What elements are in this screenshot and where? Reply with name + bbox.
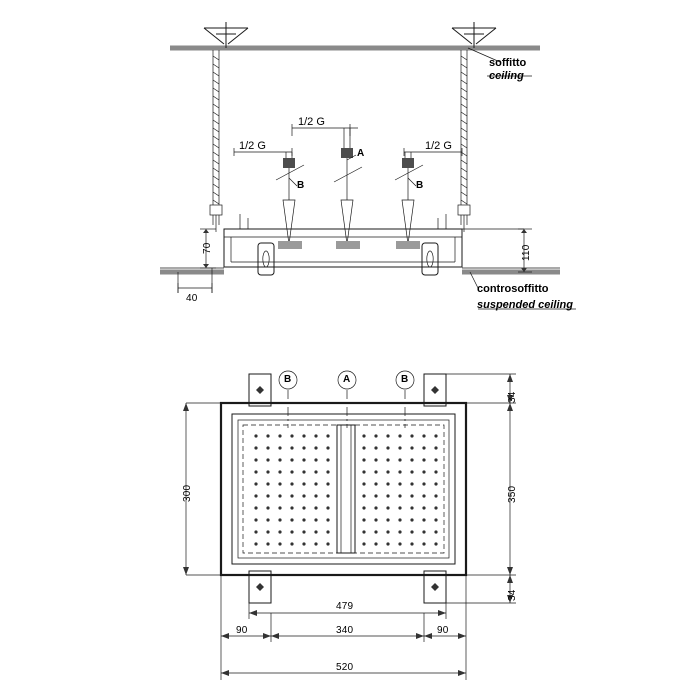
mounting-clip-right	[422, 243, 438, 275]
label-marker-a: A	[357, 148, 365, 159]
dim-label-34-top: 34	[507, 391, 518, 403]
spray-zone-outline	[243, 425, 444, 553]
label-ceiling-it: soffitto	[489, 57, 527, 69]
outlet-boss-right	[396, 241, 420, 249]
dim-label-90-left: 90	[236, 625, 248, 636]
label-marker-b-right: B	[416, 180, 424, 191]
anchor-right	[452, 22, 496, 48]
bracket-top-left	[249, 374, 271, 406]
supply-pipe-left	[276, 152, 304, 244]
dim-right-stack	[446, 374, 516, 603]
dim-label-70: 70	[202, 242, 213, 254]
label-pipe-center: 1/2 G	[298, 116, 325, 128]
plan-label-b-right: B	[401, 374, 409, 385]
shower-plate-outer	[221, 403, 466, 575]
label-suspended-ceiling-it: controsoffitto	[477, 283, 549, 295]
dim-label-350: 350	[507, 485, 518, 503]
nozzle-matrix-left	[254, 434, 329, 545]
mounting-clip-left	[258, 243, 274, 275]
dim-label-34-bottom: 34	[507, 589, 518, 601]
dim-label-300: 300	[182, 484, 193, 502]
hanger-rod-right	[458, 50, 470, 232]
dim-label-90-right: 90	[437, 625, 449, 636]
hanger-rod-left	[210, 50, 222, 232]
plan-label-a: A	[343, 374, 351, 385]
dim-label-110: 110	[521, 244, 532, 261]
dim-label-520: 520	[336, 662, 354, 673]
waterfall-slot	[337, 425, 355, 553]
supply-pipe-center	[334, 128, 365, 244]
shower-plate-face	[238, 420, 449, 558]
anchor-left	[204, 22, 248, 48]
outlet-boss-center	[336, 241, 360, 249]
section-marker-leaders	[289, 155, 416, 186]
outlet-boss-left	[278, 241, 302, 249]
dim-label-40: 40	[186, 293, 198, 304]
label-marker-b-left: B	[297, 180, 305, 191]
supply-pipe-right	[395, 152, 423, 244]
label-pipe-right: 1/2 G	[425, 140, 452, 152]
dim-label-479: 479	[336, 601, 354, 612]
label-pipe-left: 1/2 G	[239, 140, 266, 152]
bracket-top-right	[424, 374, 446, 406]
label-ceiling-en: ceiling	[489, 70, 524, 82]
shower-plate-inner	[232, 414, 455, 564]
nozzle-matrix-right	[362, 434, 437, 545]
label-suspended-ceiling-en: suspended ceiling	[477, 299, 573, 311]
dim-label-340: 340	[336, 625, 354, 636]
plan-label-b-left: B	[284, 374, 292, 385]
